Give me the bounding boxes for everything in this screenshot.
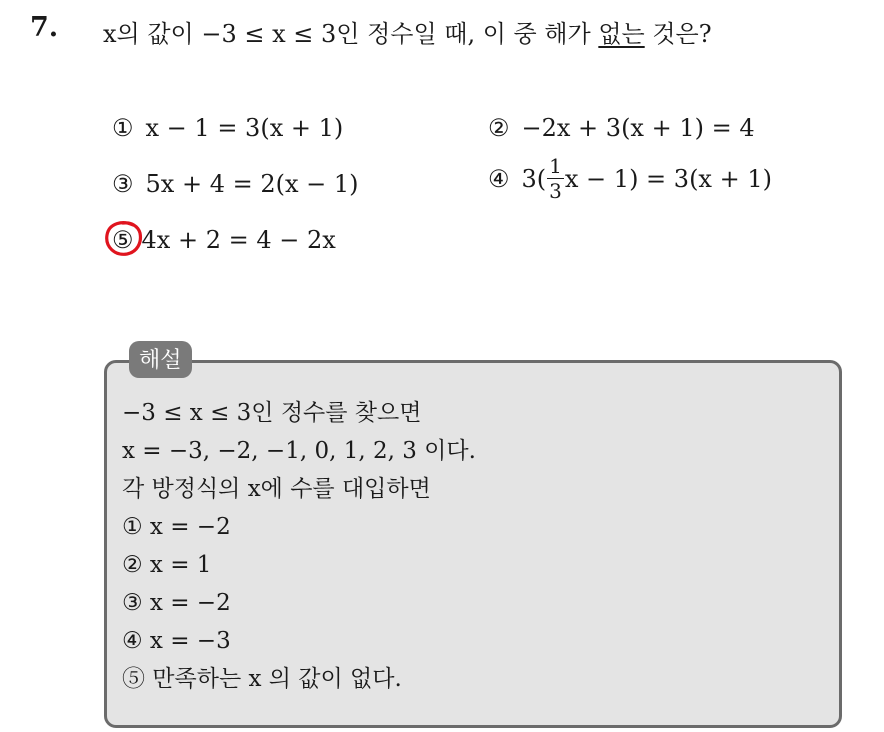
- choice-1-mark: ①: [112, 114, 134, 142]
- explanation-line: x = −3, −2, −1, 0, 1, 2, 3 이다.: [122, 438, 476, 464]
- choice-3[interactable]: [112, 170, 359, 198]
- explanation-lines: [122, 394, 476, 698]
- explanation-line: ① x = −2: [122, 514, 231, 540]
- choice-1-equation: x − 1 = 3(x + 1): [145, 114, 344, 142]
- question-text-after: 것은?: [644, 20, 712, 48]
- choice-4-equation-prefix: 3(: [521, 164, 547, 193]
- choice-4[interactable]: [488, 156, 772, 201]
- question-text: [103, 14, 712, 49]
- explanation-line: −3 ≤ x ≤ 3인 정수를 찾으면: [122, 400, 422, 426]
- choice-4-fraction: [547, 156, 564, 201]
- choice-3-mark: ③: [112, 170, 134, 198]
- choice-2-equation: −2x + 3(x + 1) = 4: [521, 114, 755, 142]
- fraction-denominator: 3: [549, 179, 562, 203]
- choice-5-equation: 4x + 2 = 4 − 2x: [141, 226, 336, 254]
- choice-1[interactable]: [112, 114, 343, 142]
- explanation-tag: 해설: [129, 341, 192, 378]
- explanation-line: ④ x = −3: [122, 628, 231, 654]
- explanation-line: ⑤ 만족하는 x 의 값이 없다.: [122, 666, 402, 692]
- question-emphasis: 없는: [598, 20, 645, 48]
- choice-2[interactable]: [488, 114, 755, 142]
- choice-5[interactable]: [112, 226, 336, 254]
- question-text-before: x의 값이 −3 ≤ x ≤ 3인 정수일 때, 이 중 해가: [103, 20, 599, 48]
- explanation-line: 각 방정식의 x에 수를 대입하면: [122, 476, 431, 502]
- explanation-line: ③ x = −2: [122, 590, 231, 616]
- explanation-line: ② x = 1: [122, 552, 212, 578]
- fraction-numerator: 1: [549, 154, 562, 178]
- choice-2-mark: ②: [488, 114, 510, 142]
- choice-3-equation: 5x + 4 = 2(x − 1): [145, 170, 359, 198]
- choice-5-mark: ⑤: [112, 226, 134, 254]
- question-number: 7.: [30, 12, 59, 43]
- choice-4-equation-suffix: x − 1) = 3(x + 1): [564, 164, 772, 193]
- choice-4-mark: ④: [488, 164, 510, 193]
